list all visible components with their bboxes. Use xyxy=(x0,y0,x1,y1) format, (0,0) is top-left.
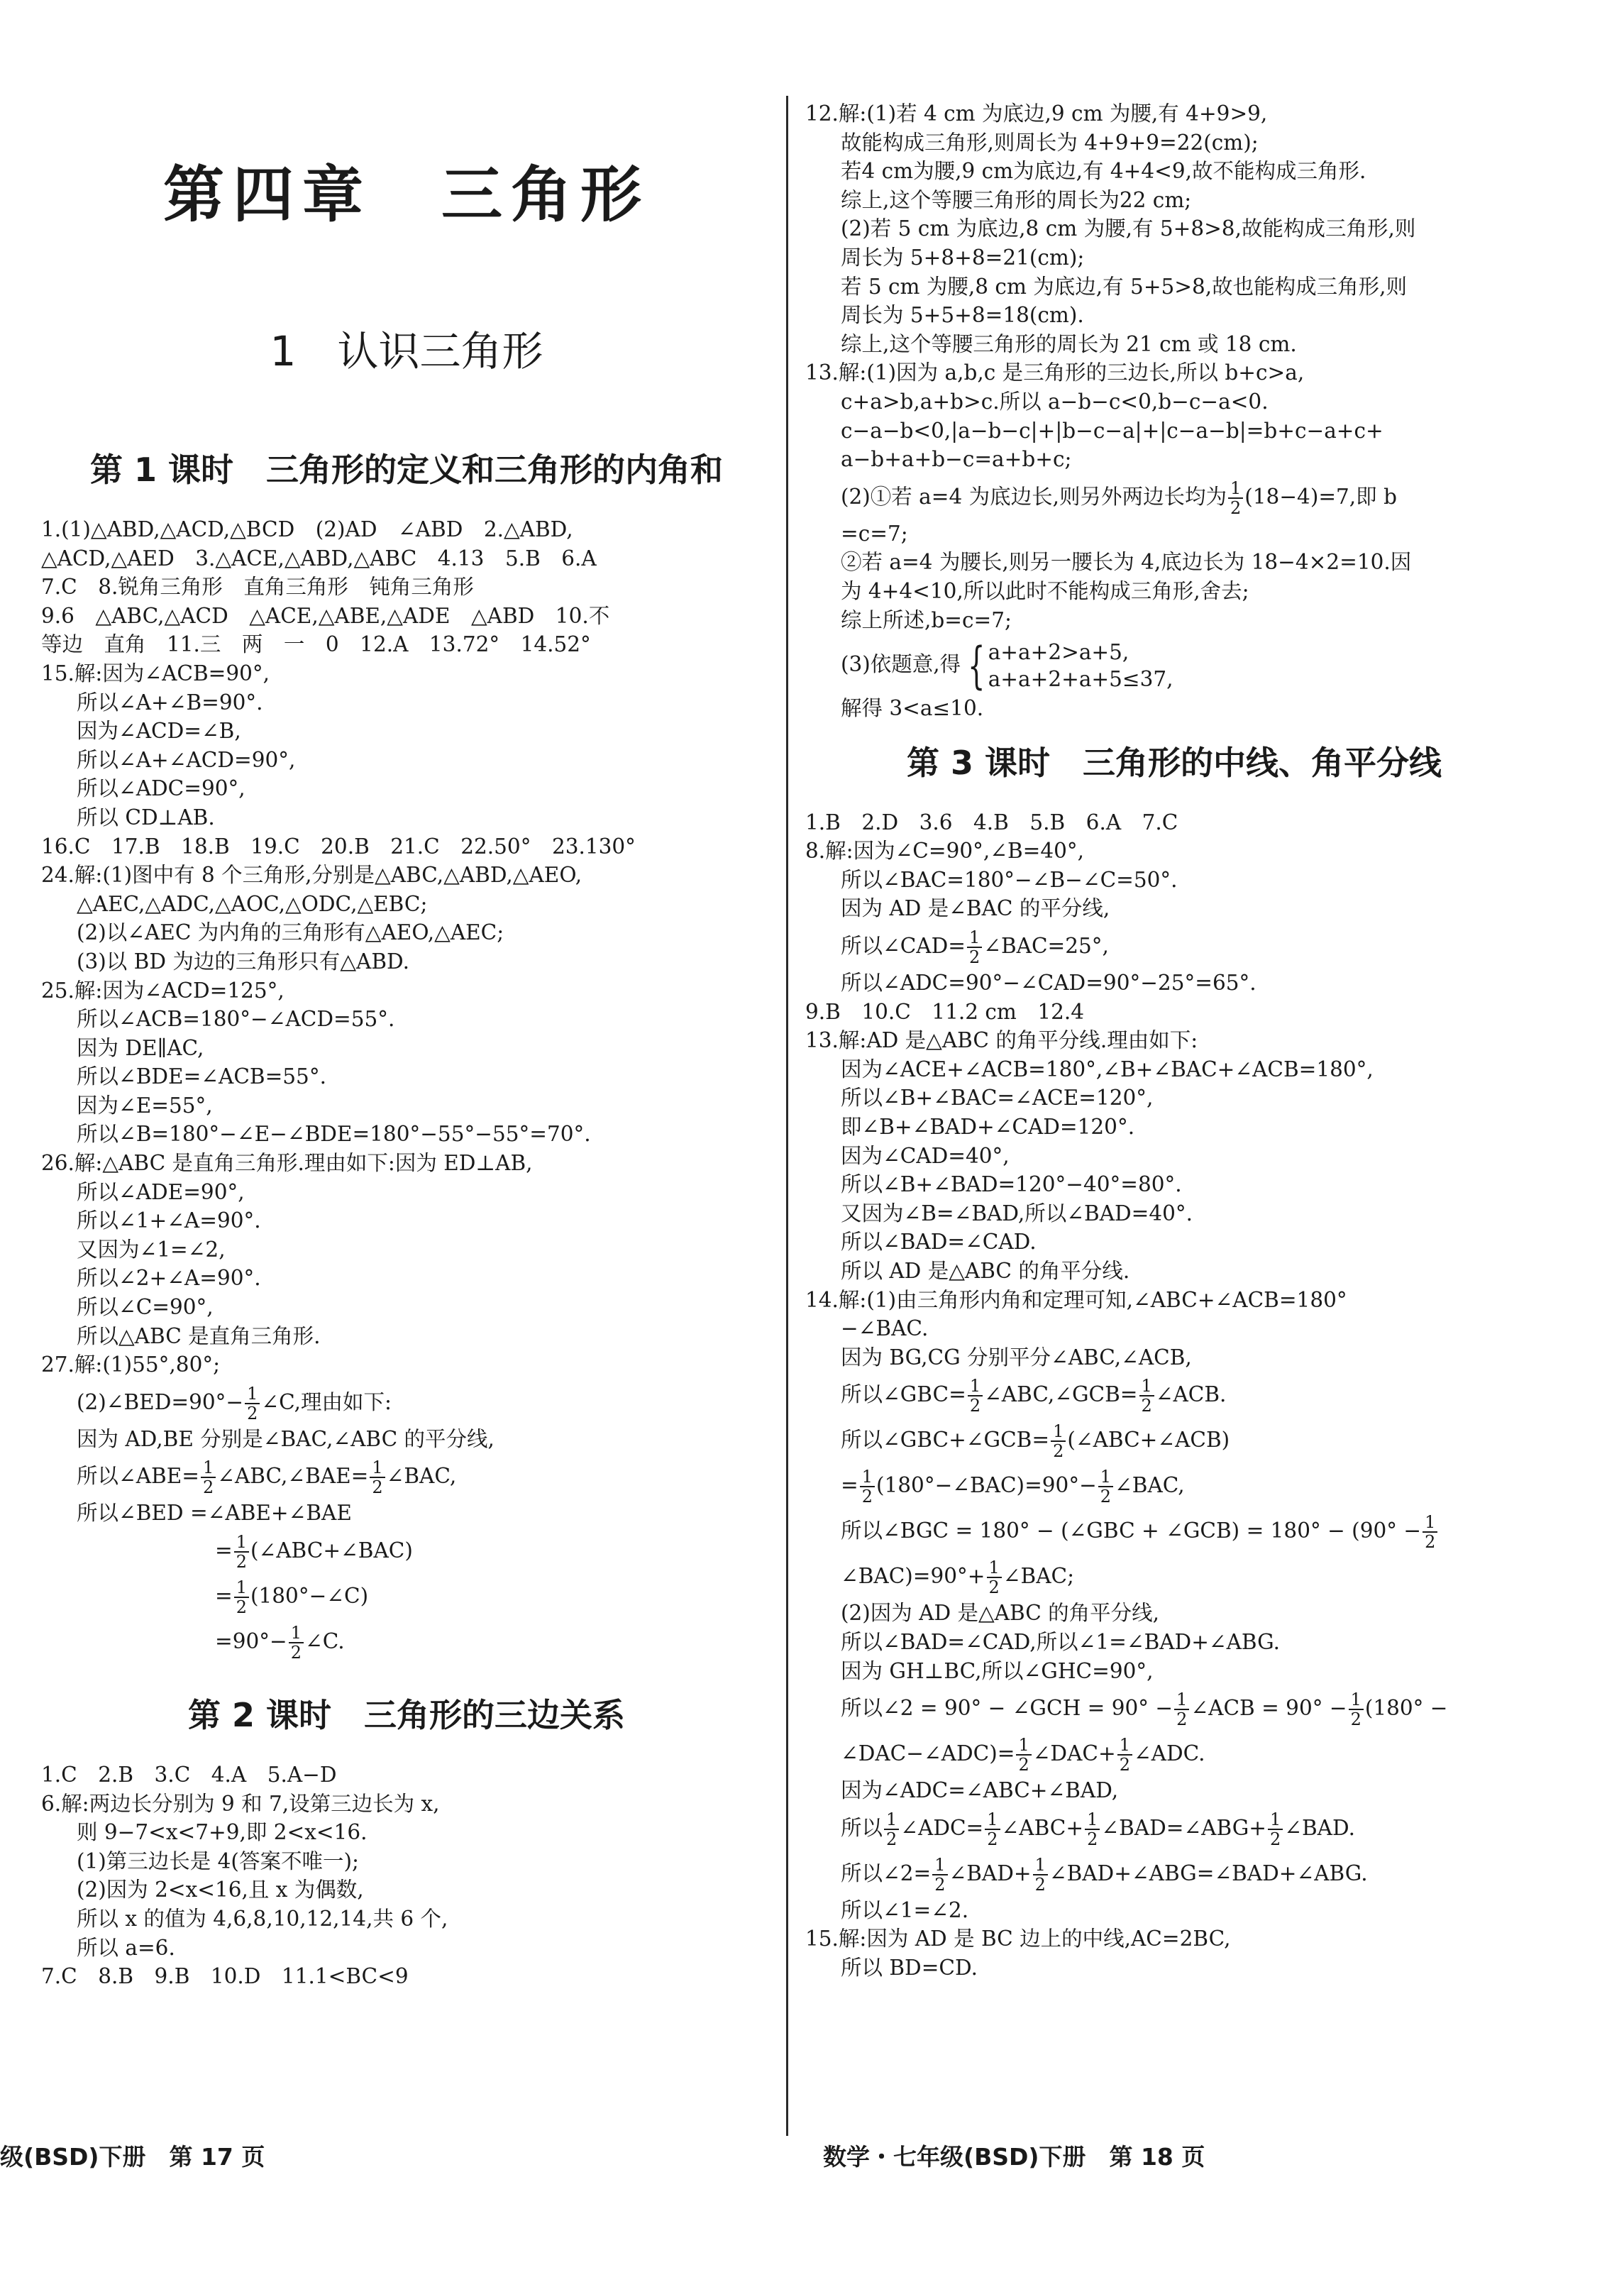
lesson-3-title: 第 3 课时 三角形的中线、角平分线 xyxy=(906,743,1442,782)
answer-line: 16.C 17.B 18.B 19.C 20.B 21.C 22.50° 23.130° xyxy=(41,834,636,859)
fraction: $\frac{1}{2}$ xyxy=(1098,1467,1113,1506)
answer-line: 13.解:(1)因为 a,b,c 是三角形的三边长,所以 b+c>a, xyxy=(805,360,1305,385)
answer-line: 周长为 5+8+8=21(cm); xyxy=(841,245,1085,270)
fraction: $\frac{1}{2}$ xyxy=(932,1856,947,1894)
answer-line: 因为 DE∥AC, xyxy=(77,1035,204,1060)
answer-line: 所以∠BAC=180°−∠B−∠C=50°. xyxy=(841,867,1178,892)
answer-line: 8.解:因为∠C=90°,∠B=40°, xyxy=(805,839,1085,864)
lesson-2-answers-continued xyxy=(805,99,1543,474)
fraction: $\frac{1}{2}$ xyxy=(234,1533,249,1571)
fraction: $\frac{1}{2}$ xyxy=(985,1810,1000,1849)
fraction: $\frac{1}{2}$ xyxy=(967,928,982,966)
answer-line: 即∠B+∠BAD+∠CAD=120°. xyxy=(841,1115,1135,1140)
answer-line: (2)以∠AEC 为内角的三角形有△AEO,△AEC; xyxy=(77,920,504,945)
lesson-1-answers xyxy=(41,515,772,1379)
answer-line: 9.B 10.C 11.2 cm 12.4 xyxy=(805,999,1085,1024)
answer-line: 周长为 5+5+8=18(cm). xyxy=(841,303,1084,328)
chapter-title: 第四章 三角形 xyxy=(163,160,650,231)
answer-line: 13.解:AD 是△ABC 的角平分线.理由如下: xyxy=(805,1028,1198,1053)
answer-line: 14.解:(1)由三角形内角和定理可知,∠ABC+∠ACB=180° xyxy=(805,1287,1347,1312)
q27-part2: (2)∠BED=90°− $\frac{1}{2}$ ∠C,理由如下: 因为 AD,BE 分别是∠BAC,∠ABC 的平分线, 所以∠ABE= $\frac{1}{2}$ ∠ABC,∠BAE= $\frac{1}{2}$ ∠BAC, 所以∠BED =∠ABE+∠BAE = $\frac{1}{2}$ (∠ABC+∠BAC) = $\frac{1}{2}$ (180°−∠C) =90°− $\frac{1}{2}$ ∠C. xyxy=(77,1383,495,1663)
answer-line: 则 9−7<x<7+9,即 2<x<16. xyxy=(77,1820,368,1845)
answer-line: 27.解:(1)55°,80°; xyxy=(41,1352,221,1377)
lesson-3-answers xyxy=(805,808,1543,923)
lesson-2-answers xyxy=(41,1761,772,1991)
fraction: $\frac{1}{2}$ xyxy=(289,1624,304,1662)
answer-line: 因为∠ACD=∠B, xyxy=(77,719,241,744)
answer-line: 1.B 2.D 3.6 4.B 5.B 6.A 7.C xyxy=(805,810,1178,834)
answer-line: 所以∠1+∠A=90°. xyxy=(77,1208,261,1233)
fraction: $\frac{1}{2}$ xyxy=(1051,1422,1066,1460)
answer-line: 所以 a=6. xyxy=(77,1935,175,1960)
answer-line: 等边 直角 11.三 两 一 0 12.A 13.72° 14.52° xyxy=(41,632,591,657)
left-column xyxy=(41,99,772,1991)
answer-line: 综上,这个等腰三角形的周长为22 cm; xyxy=(841,187,1192,212)
answer-line: 所以∠ACB=180°−∠ACD=55°. xyxy=(77,1007,395,1032)
answer-line: 所以∠ADC=90°, xyxy=(77,776,245,801)
answer-line: 所以 AD 是△ABC 的角平分线. xyxy=(841,1259,1130,1283)
answer-line: 1.C 2.B 3.C 4.A 5.A−D xyxy=(41,1763,337,1787)
fraction: $\frac{1}{2}$ xyxy=(1268,1810,1283,1849)
answer-line: (3)以 BD 为边的三角形只有△ABD. xyxy=(77,949,410,974)
answer-line: 所以∠C=90°, xyxy=(77,1295,214,1320)
right-column xyxy=(805,99,1543,1983)
answer-line: 12.解:(1)若 4 cm 为底边,9 cm 为腰,有 4+9>9, xyxy=(805,101,1268,126)
answer-line: 又因为∠B=∠BAD,所以∠BAD=40°. xyxy=(841,1201,1193,1225)
answer-line: 24.解:(1)图中有 8 个三角形,分别是△ABC,△ABD,△AEO, xyxy=(41,863,582,888)
answer-line: 若4 cm为腰,9 cm为底边,有 4+4<9,故不能构成三角形. xyxy=(841,159,1366,184)
answer-line: 所以∠2+∠A=90°. xyxy=(77,1266,261,1291)
answer-line: 又因为∠1=∠2, xyxy=(77,1237,226,1262)
answer-line: 因为∠E=55°, xyxy=(77,1093,213,1118)
answer-line: (2)若 5 cm 为底边,8 cm 为腰,有 5+8>8,故能构成三角形,则 xyxy=(841,216,1416,241)
answer-line: 所以∠B=180°−∠E−∠BDE=180°−55°−55°=70°. xyxy=(77,1122,591,1147)
fraction: $\frac{1}{2}$ xyxy=(968,1377,983,1415)
fraction: $\frac{1}{2}$ xyxy=(987,1558,1002,1597)
fraction: $\frac{1}{2}$ xyxy=(1174,1690,1189,1729)
fraction: $\frac{1}{2}$ xyxy=(201,1458,216,1497)
answer-line: 所以 CD⊥AB. xyxy=(77,805,215,830)
fraction: $\frac{1}{2}$ xyxy=(1016,1736,1031,1774)
answer-line: −∠BAC. xyxy=(841,1316,929,1341)
answer-line: 1.(1)△ABD,△ACD,△BCD (2)AD ∠ABD 2.△ABD, xyxy=(41,517,573,541)
answer-line: 综上,这个等腰三角形的周长为 21 cm 或 18 cm. xyxy=(841,331,1297,356)
answer-line: 因为 BG,CG 分别平分∠ABC,∠ACB, xyxy=(841,1345,1192,1370)
lesson-2-title: 第 2 课时 三角形的三边关系 xyxy=(187,1696,626,1734)
answer-line: 所以 x 的值为 4,6,8,10,12,14,共 6 个, xyxy=(77,1906,448,1931)
fraction: $\frac{1}{2}$ xyxy=(1085,1810,1100,1849)
answer-line: 所以∠BAD=∠CAD. xyxy=(841,1230,1037,1255)
answer-line: 因为 AD 是∠BAC 的平分线, xyxy=(841,896,1110,921)
fraction: $\frac{1}{2}$ xyxy=(1423,1513,1437,1551)
answer-line: 所以∠BDE=∠ACB=55°. xyxy=(77,1064,326,1089)
answer-line: 7.C 8.锐角三角形 直角三角形 钝角三角形 xyxy=(41,575,474,600)
fraction: $\frac{1}{2}$ xyxy=(1228,479,1243,517)
fraction: $\frac{1}{2}$ xyxy=(234,1578,249,1616)
answer-line: c+a>b,a+b>c.所以 a−b−c<0,b−c−a<0. xyxy=(841,389,1269,414)
answer-line: 所以∠A+∠ACD=90°, xyxy=(77,747,296,772)
answer-line: 所以∠A+∠B=90°. xyxy=(77,690,263,715)
answer-line: 因为∠CAD=40°, xyxy=(841,1143,1010,1168)
lesson-1-title: 第 1 课时 三角形的定义和三角形的内角和 xyxy=(89,451,724,489)
answer-line: 9.6 △ABC,△ACD △ACE,△ABE,△ADE △ABD 10.不 xyxy=(41,603,610,628)
column-divider xyxy=(786,96,788,2136)
q13-parts: (2)①若 a=4 为底边长,则另外两边长均为 $\frac{1}{2}$ (18−4)=7,即 b =c=7; ②若 a=4 为腰长,则另一腰长为 4,底边长为 18−4×2=10.因 为 4+4<10,所以此时不能构成三角形,舍去; 综上所述,b=c=7; (3)依题意,得 { a+a+2>a+5, a+a+2+a+5≤37, 解得 3<a≤10. xyxy=(841,478,1412,721)
answer-line: (2)因为 2<x<16,且 x 为偶数, xyxy=(77,1878,364,1902)
answer-line: a−b+a+b−c=a+b+c; xyxy=(841,447,1072,472)
fraction: $\frac{1}{2}$ xyxy=(1349,1690,1364,1729)
footer-right: 数学・七年级(BSD)下册 第 18 页 xyxy=(823,2143,1205,2171)
lesson-3-answers-continued xyxy=(805,998,1543,1372)
answer-line: 25.解:因为∠ACD=125°, xyxy=(41,978,285,1003)
fraction: $\frac{1}{2}$ xyxy=(370,1458,385,1497)
answer-line: △ACD,△AED 3.△ACE,△ABD,△ABC 4.13 5.B 6.A xyxy=(41,546,597,571)
fraction: $\frac{1}{2}$ xyxy=(1117,1736,1132,1774)
q14-continued: 所以∠GBC= $\frac{1}{2}$ ∠ABC,∠GCB= $\frac{1}{2}$ ∠ACB. 所以∠GBC+∠GCB= $\frac{1}{2}$ (∠ABC+∠ACB) = $\frac{1}{2}$ (180°−∠BAC)=90°− $\frac{1}{2}$ ∠BAC, 所以∠BGC = 180° − (∠GBC + ∠GCB) = 180° − (90° − $\frac{1}{2}$ ∠BAC)=90°+ $\frac{1}{2}$ ∠BAC; (2)因为 AD 是△ABC 的角平分线, 所以∠BAD=∠CAD,所以∠1=∠BAD+∠ABG. 因为 GH⊥BC,所以∠GHC=90°, 所以∠2 = 90° − ∠GCH = 90° − $\frac{1}{2}$ ∠ACB = 90° − $\frac{1}{2}$ (180° − ∠DAC−∠ADC)= $\frac{1}{2}$ ∠DAC+ $\frac{1}{2}$ ∠ADC. 因为∠ADC=∠ABC+∠BAD, 所以 $\frac{1}{2}$ ∠ADC= $\frac{1}{2}$ ∠ABC+ $\frac{1}{2}$ ∠BAD=∠ABG+ $\frac{1}{2}$ ∠BAD. 所以∠2= $\frac{1}{2}$ ∠BAD+ $\frac{1}{2}$ ∠BAD+∠ABG=∠BAD+∠ABG. 所以∠1=∠2. 15.解:因为 AD 是 BC 边上的中线,AC=2BC, 所以 BD=CD. xyxy=(805,1376,1448,1980)
answer-line: 所以∠ADE=90°, xyxy=(77,1179,245,1204)
answer-line: 所以∠B+∠BAC=∠ACE=120°, xyxy=(841,1086,1154,1111)
answer-line: 因为∠ACE+∠ACB=180°,∠B+∠BAC+∠ACB=180°, xyxy=(841,1057,1374,1081)
fraction: $\frac{1}{2}$ xyxy=(884,1810,899,1849)
answer-line: 所以∠B+∠BAD=120°−40°=80°. xyxy=(841,1172,1182,1197)
fraction: $\frac{1}{2}$ xyxy=(1139,1377,1154,1415)
answer-line: c−a−b<0,|a−b−c|+|b−c−a|+|c−a−b|=b+c−a+c+ xyxy=(841,418,1383,443)
fraction: $\frac{1}{2}$ xyxy=(1033,1856,1048,1894)
footer-left: 级(BSD)下册 第 17 页 xyxy=(0,2143,265,2171)
answer-line: 15.解:因为∠ACB=90°, xyxy=(41,661,270,685)
answer-line: 故能构成三角形,则周长为 4+9+9=22(cm); xyxy=(841,130,1259,155)
answer-line: (1)第三边长是 4(答案不唯一); xyxy=(77,1849,359,1873)
answer-line: △AEC,△ADC,△AOC,△ODC,△EBC; xyxy=(77,891,428,916)
answer-line: 26.解:△ABC 是直角三角形.理由如下:因为 ED⊥AB, xyxy=(41,1151,533,1176)
fraction: $\frac{1}{2}$ xyxy=(245,1384,260,1423)
fraction: $\frac{1}{2}$ xyxy=(860,1467,875,1506)
section-title: 1 认识三角形 xyxy=(270,327,543,375)
q8-continued: 所以∠CAD= $\frac{1}{2}$ ∠BAC=25°, 所以∠ADC=90°−∠CAD=90°−25°=65°. xyxy=(841,927,1256,996)
answer-line: 6.解:两边长分别为 9 和 7,设第三边长为 x, xyxy=(41,1791,440,1816)
answer-line: 所以△ABC 是直角三角形. xyxy=(77,1323,321,1348)
answer-line: 若 5 cm 为腰,8 cm 为底边,有 5+5>8,故也能构成三角形,则 xyxy=(841,274,1408,299)
answer-line: 7.C 8.B 9.B 10.D 11.1<BC<9 xyxy=(41,1964,409,1989)
brace-icon: { xyxy=(968,637,985,695)
